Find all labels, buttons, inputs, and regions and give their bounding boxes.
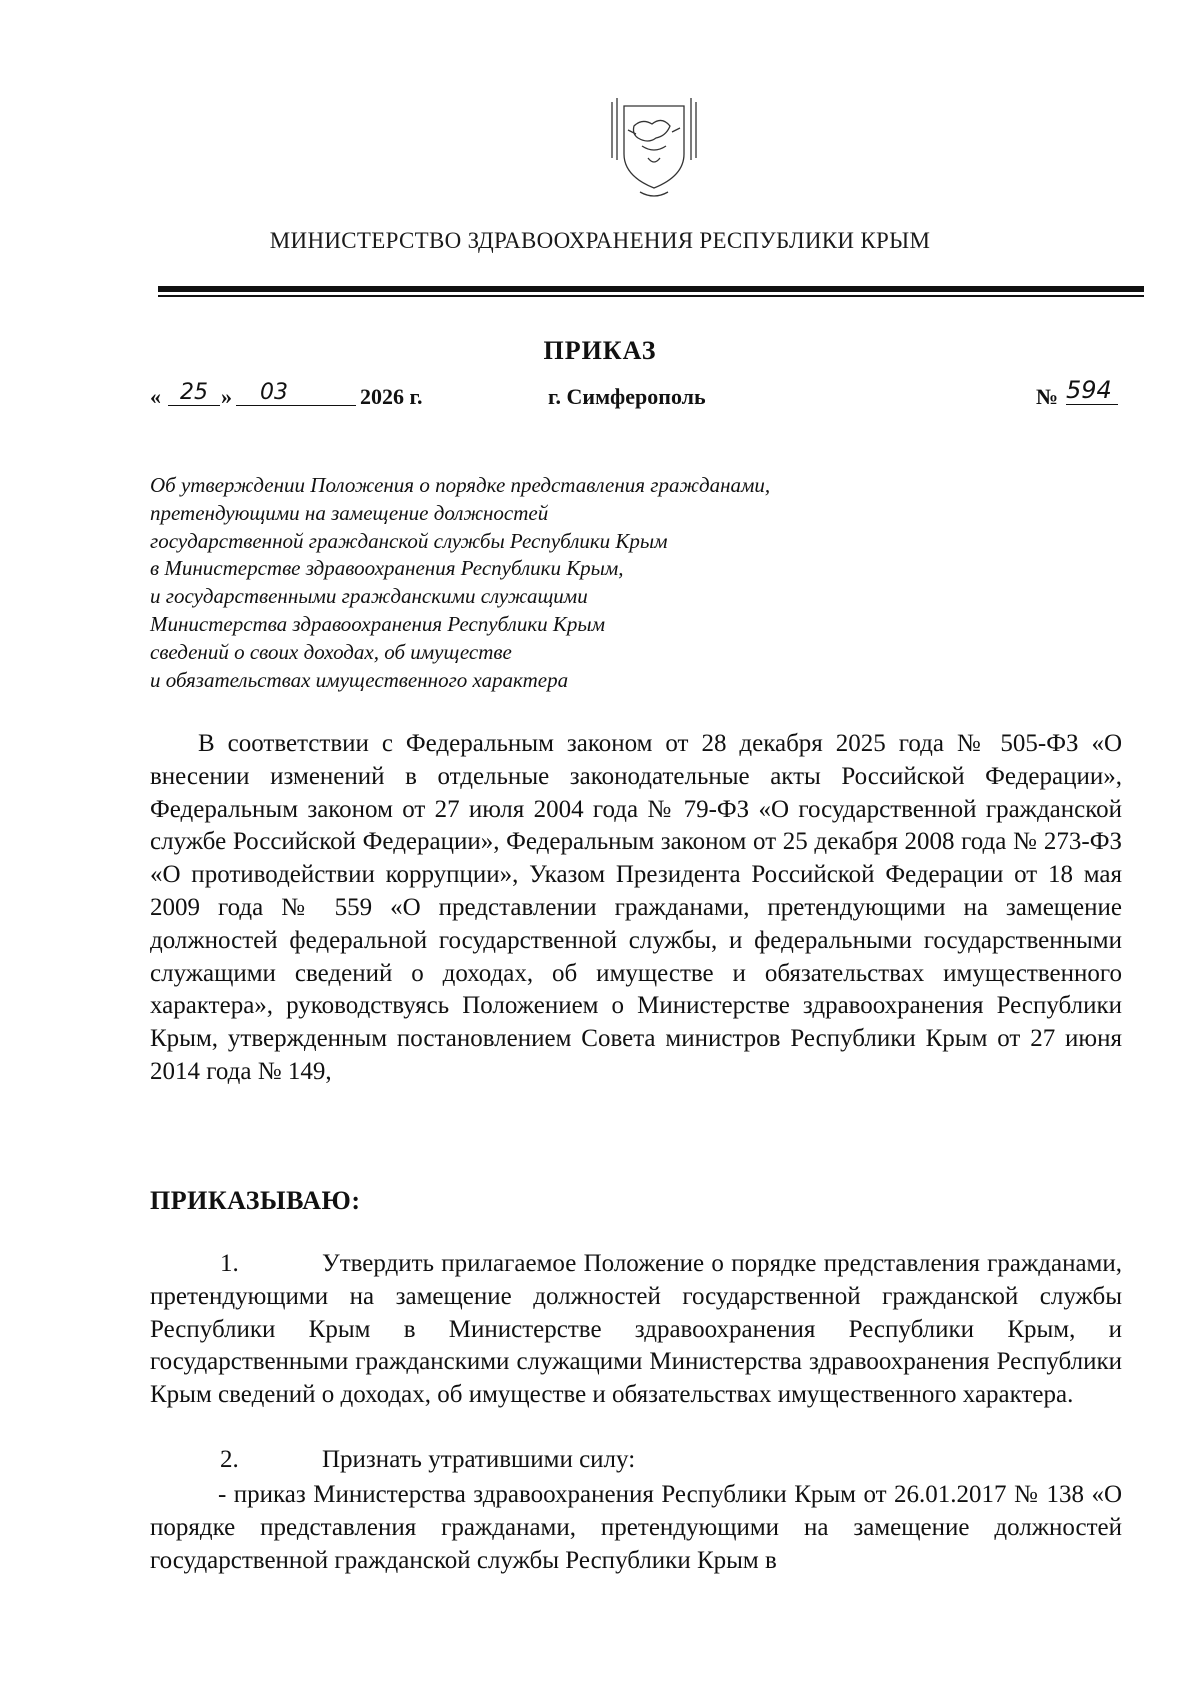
document-title: ПРИКАЗ (543, 336, 657, 365)
order-number: 594 (1066, 376, 1118, 405)
subject-line: в Министерстве здравоохранения Республики Крым, (150, 556, 624, 581)
subject-line: претендующими на замещение должностей (150, 500, 549, 525)
order-subject (150, 472, 910, 694)
subject-line: и государственными гражданскими служащими (150, 584, 588, 609)
order-month: 03 (236, 380, 356, 406)
subject-line: и обязательствах имущественного характера (150, 667, 569, 692)
subject-line: Министерства здравоохранения Республики Крым (150, 611, 605, 636)
subject-line: Об утверждении Положения о порядке представления гражданами, (150, 473, 771, 497)
order-item (150, 1248, 1122, 1412)
order-item-text: Утвердить прилагаемое Положение о порядке представления гражданами, претендующими на замещение должностей государственной гражданской службы Республики Крым в Министерстве здравоохранения Республики Крым, и государственными гражданскими служащими Министерства здравоохранения Республики Крым сведений о доходах, об имуществе и обязательствах имущественного характера. (150, 1250, 1122, 1409)
order-directive-heading: ПРИКАЗЫВАЮ: (150, 1186, 361, 1215)
order-day: 25 (168, 380, 220, 406)
order-subitem: - приказ Министерства здравоохранения Республики Крым от 26.01.2017 № 138 «О порядке представления гражданами, претендующими на замещение должностей государственной гражданской службы Республики Крым в (150, 1481, 1122, 1574)
subject-line: сведений о своих доходах, об имуществе (150, 639, 512, 664)
ministry-name: МИНИСТЕРСТВО ЗДРАВООХРАНЕНИЯ РЕСПУБЛИКИ КРЫМ (269, 228, 931, 253)
order-item-number: 2. (220, 1446, 239, 1473)
order-item-number: 1. (220, 1250, 239, 1277)
date-quote-close: » (221, 384, 232, 409)
subject-line: государственной гражданской службы Республики Крым (150, 528, 668, 553)
preamble-paragraph: В соответствии с Федеральным законом от 28 декабря 2025 года № 505-ФЗ «О внесении изменений в отдельные законодательные акты Российской Федерации», Федеральным законом от 27 июля 2004 года № 79-ФЗ «О государственной гражданской службе Российской Федерации», Федеральным законом от 25 декабря 2008 года № 273-ФЗ «О противодействии коррупции», Указом Президента Российской Федерации от 18 мая 2009 года № 559 «О представлении гражданами, претендующими на замещение должностей федеральной государственной службы, и федеральными государственными служащими сведений о доходах, об имуществе и обязательствах имущественного характера», руководствуясь Положением о Министерстве здравоохранения Республики Крым, утвержденным постановлением Совета министров Республики Крым от 27 июня 2014 года № 149, (150, 730, 1122, 1085)
order-city: г. Симферополь (548, 384, 706, 409)
order-number-sign: № (1036, 384, 1059, 409)
order-year: 2026 г. (360, 384, 423, 409)
header-rule-thick (158, 286, 1144, 292)
crimea-coat-of-arms-icon (608, 96, 700, 208)
order-item-text: Признать утратившими силу: (322, 1446, 636, 1473)
header-rule-thin (158, 295, 1144, 297)
date-quote-open: « (150, 384, 161, 409)
order-item (150, 1444, 1122, 1477)
